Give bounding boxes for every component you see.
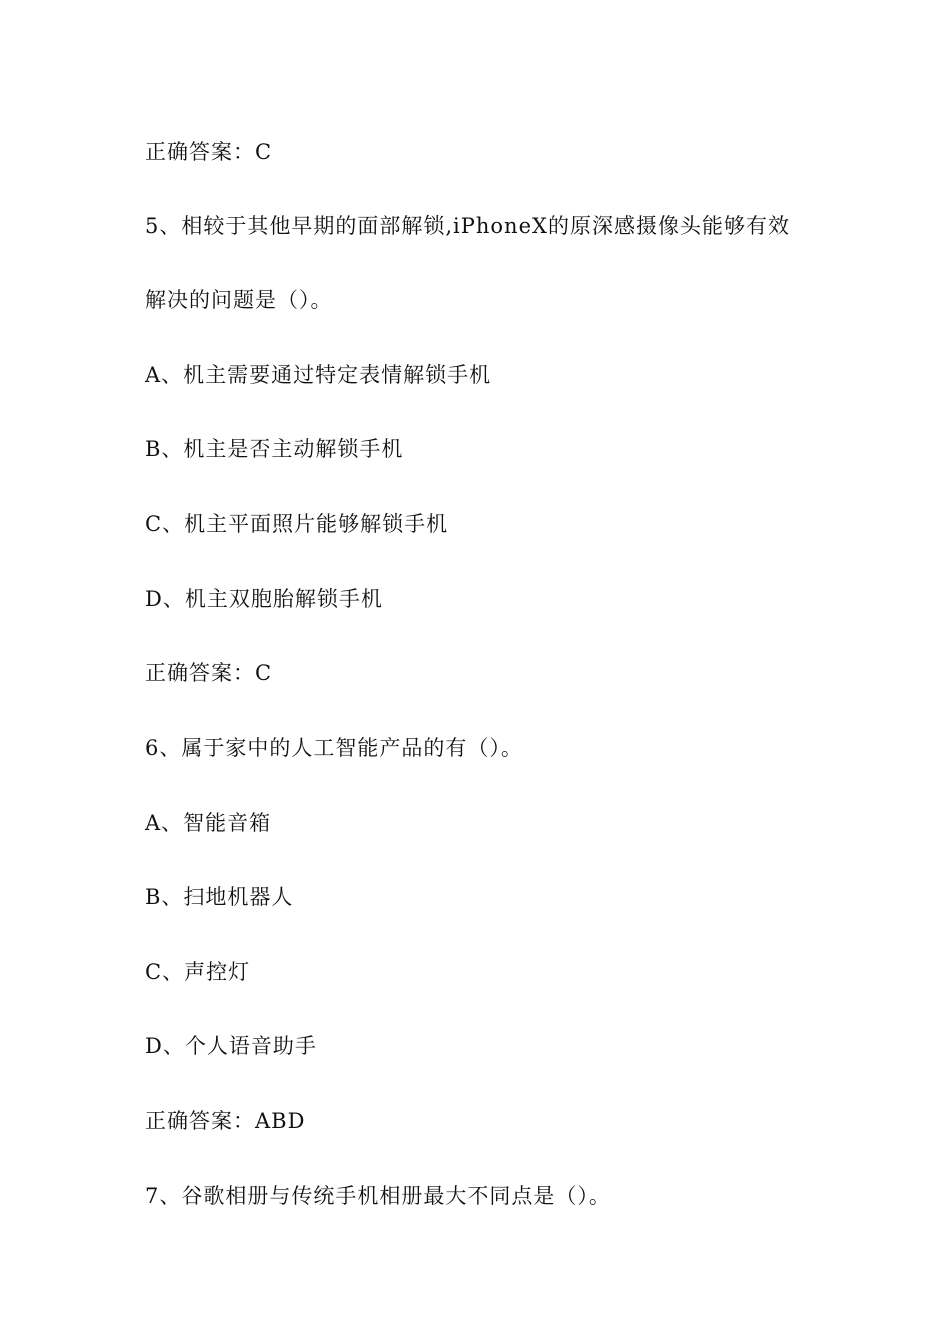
option-6b: B、扫地机器人 <box>145 885 294 909</box>
answer-line-q4: 正确答案：C <box>145 140 273 164</box>
option-6a: A、智能音箱 <box>145 811 272 835</box>
question-6: 6、属于家中的人工智能产品的有（）。 <box>145 736 523 760</box>
answer-line-q6: 正确答案：ABD <box>145 1109 306 1133</box>
question-5-line-2: 解决的问题是（）。 <box>145 288 333 312</box>
question-7: 7、谷歌相册与传统手机相册最大不同点是（）。 <box>145 1184 611 1208</box>
option-5c: C、机主平面照片能够解锁手机 <box>145 512 449 536</box>
option-6c: C、声控灯 <box>145 960 251 984</box>
option-5d: D、机主双胞胎解锁手机 <box>145 587 383 611</box>
option-5b: B、机主是否主动解锁手机 <box>145 437 404 461</box>
option-6d: D、个人语音助手 <box>145 1034 317 1058</box>
option-5a: A、机主需要通过特定表情解锁手机 <box>145 363 492 387</box>
question-5-line-1: 5、相较于其他早期的面部解锁,iPhoneX的原深感摄像头能够有效 <box>145 214 790 238</box>
answer-line-q5: 正确答案：C <box>145 661 273 685</box>
